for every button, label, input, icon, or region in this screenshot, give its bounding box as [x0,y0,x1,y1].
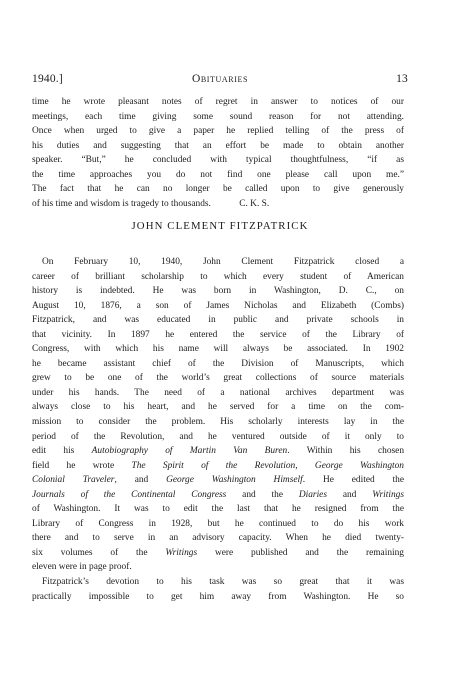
obituary-body [32,255,404,604]
text-line: his duties and suggesting that an effort be made to obtain another [32,140,404,151]
text-line [32,459,404,474]
text-line: Library of Congress in 1928, but he continued to do his work [32,518,404,529]
text-line: mission to consider the problem. His scholarly interests lay in the [32,417,404,428]
text-line: history is indebted. He was born in Washington, D. C., on [32,286,404,297]
text-line: On February 10, 1940, John Clement Fitzpatrick closed a [42,257,404,267]
book-title: Journals of the Continental Congress [32,489,227,500]
text-line: Once when urged to give a paper he replied telling of the press of [32,126,404,137]
text-line: practically impossible to get him away from Washington. He so [32,591,404,602]
text-line: time he wrote pleasant notes of regret in answer to notices of our [32,97,404,107]
text-line: there and to serve in an advisory capacity. When he died twenty- [32,533,404,544]
header-year: 1940.] [32,73,63,85]
text-line: period of the Revolution, and he ventured outside of it only to [32,431,404,442]
text-line: August 10, 1876, a son of James Nicholas and Elizabeth (Combs) [32,300,404,311]
text-line: of Washington. It was to edit the last that he resigned from the [32,504,404,515]
text-line: Congress, with which his name will always be associated. In 1902 [32,344,404,355]
text-fragment: . He edited the [302,475,404,486]
text-fragment: six volumes of the [32,547,166,558]
obituary-title: JOHN CLEMENT FITZPATRICK [131,220,309,232]
text-line: that vicinity. In 1897 he entered the service of the Library of [32,329,404,340]
book-title: Colonial Traveler [32,475,115,486]
text-line: Fitzpatrick, and was educated in public and private schools in [32,315,404,326]
text-fragment: , and [114,475,167,486]
text-line [32,444,404,459]
text-line: meetings, each time giving some sound reason for not attending. [32,111,404,122]
text-line [32,473,404,488]
text-line-with-signature [32,197,404,212]
book-title: Autobiography of Martin Van Buren [91,446,288,457]
text-fragment: edit his [32,446,92,457]
book-title: Writings [165,547,198,558]
text-line: The fact that he can no longer be called upon to give generously [32,184,404,195]
text-line: under his hands. The need of a national archives department was [32,387,404,398]
author-initials: C. K. S. [239,198,270,209]
previous-obituary-ending [32,95,404,211]
book-title: Writings [372,489,404,500]
text-line: always close to his heart, and he served for a time on the com- [32,402,404,413]
page-number: 13 [396,73,408,85]
text-fragment: were published and the remaining [197,547,404,558]
text-fragment: . Within his chosen [287,446,404,457]
text-line: career of brilliant scholarship to which every student of American [32,271,404,282]
text-line: he became assistant chief of the Division of Manuscripts, which [32,358,404,369]
text-line: speaker. “But,” he concluded with typical thoughtfulness, “if as [32,155,404,166]
book-title: George Washington Himself [166,475,303,486]
running-header [32,73,408,89]
text-fragment: and the [226,489,299,500]
header-section-title: Obituaries [191,73,249,85]
text-line [32,488,404,503]
text-line: eleven were in page proof. [32,562,132,573]
book-title: Diaries [298,489,327,500]
text-fragment: of his time and wisdom is tragedy to thousands. [32,198,211,209]
text-line: grew to be one of the world’s great collections of source materials [32,373,404,384]
text-fragment: and [326,489,373,500]
text-line: Fitzpatrick’s devotion to his task was so great that it was [42,577,404,588]
text-fragment: field he wrote [32,460,132,471]
book-title: The Spirit of the Revolution, George Washington [131,460,404,471]
text-line [32,546,404,561]
text-line: the time approaches you do not find one please call upon me.” [32,169,404,180]
